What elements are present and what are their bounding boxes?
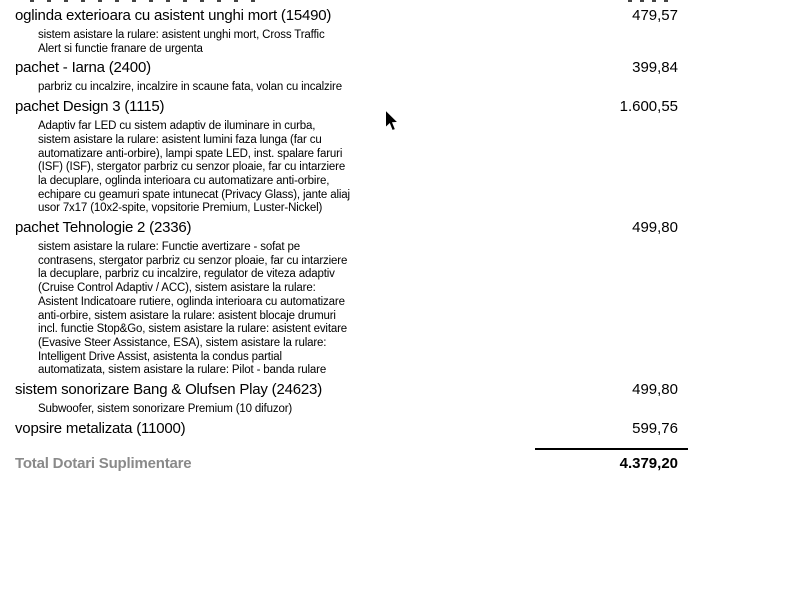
option-item-title: pachet Tehnologie 2 (2336) — [15, 219, 192, 237]
option-item-description-line: la decuplare, parbriz cu incalzire, regulator de viteza adaptiv — [38, 268, 335, 281]
option-item-description-line: Asistent Indicatoare rutiere, oglinda interioara cu automatizare — [38, 295, 345, 308]
option-item-row — [0, 381, 688, 398]
option-item — [0, 95, 688, 216]
clipped-row-top-price — [628, 0, 676, 2]
option-item-price: 1.600,55 — [619, 98, 678, 116]
option-item-description — [0, 241, 688, 378]
option-item-description-line: usor 7x17 (10x2-spite, vopsitorie Premium, Luster-Nickel) — [38, 202, 323, 215]
option-item-price: 499,80 — [632, 219, 678, 237]
option-item-description — [0, 403, 688, 417]
option-item-description-line: parbriz cu incalzire, incalzire in scaune fata, volan cu incalzire — [38, 81, 342, 94]
option-item-row — [0, 98, 688, 115]
option-item-price: 399,84 — [632, 59, 678, 77]
total-row — [0, 455, 688, 472]
option-item — [0, 417, 688, 437]
option-item-description-line: anti-orbire, sistem asistare la rulare: asistent blocaje drumuri — [38, 309, 336, 322]
option-item-description-line: sistem asistare la rulare: asistent unghi mort, Cross Traffic — [38, 29, 325, 41]
option-item-description-line: Subwoofer, sistem sonorizare Premium (10 difuzor) — [38, 403, 293, 416]
clipped-row-top-text — [30, 0, 256, 2]
option-item-price: 479,57 — [632, 7, 678, 24]
option-item-description-line: Alert si functie franare de urgenta — [38, 42, 203, 55]
option-item-title: pachet - Iarna (2400) — [15, 59, 151, 77]
total-value: 4.379,20 — [619, 454, 678, 472]
option-item-description-line: (ISF) (ISF), stergator parbriz cu senzor ploaie, far cu intarziere — [38, 161, 346, 174]
option-item — [0, 4, 688, 56]
option-item-description-line: (Evasive Steer Assistance, ESA), sistem asistare la rulare: — [38, 336, 327, 349]
option-item — [0, 56, 688, 95]
option-item-title: sistem sonorizare Bang & Olufsen Play (24623) — [15, 381, 322, 399]
option-item-description-line: Intelligent Drive Assist, asistenta la condus partial — [38, 350, 282, 363]
option-item-description — [0, 29, 688, 56]
option-item-row — [0, 219, 688, 236]
option-item-row — [0, 59, 688, 76]
option-item-description — [0, 81, 688, 95]
total-separator-line — [535, 448, 688, 450]
option-item-price: 599,76 — [632, 419, 678, 437]
option-item-row — [0, 7, 688, 24]
option-item-title: vopsire metalizata (11000) — [15, 419, 186, 437]
option-item-description-line: echipare cu geamuri spate intunecat (Privacy Glass), jante aliaj — [38, 188, 350, 201]
option-item — [0, 216, 688, 378]
option-item-description-line: sistem asistare la rulare: Functie avertizare - sofat pe — [38, 241, 300, 254]
option-item-description-line: incl. functie Stop&Go, sistem asistare la rulare: asistent evitare — [38, 323, 348, 336]
option-item-description-line: automatizata, sistem asistare la rulare: Pilot - banda rulare — [38, 364, 327, 377]
option-item-description-line: automatizare anti-orbire), lampi spate LED, inst. spalare faruri — [38, 147, 343, 160]
option-item-title: oglinda exterioara cu asistent unghi mort (15490) — [15, 7, 332, 24]
option-item-description-line: sistem asistare la rulare: asistent lumini faza lunga (far cu — [38, 133, 322, 146]
option-item-description-line: Adaptiv far LED cu sistem adaptiv de iluminare in curba, — [38, 120, 316, 133]
option-item-title: pachet Design 3 (1115) — [15, 98, 165, 116]
option-item-price: 499,80 — [632, 381, 678, 399]
option-item-row — [0, 420, 688, 437]
option-item-description-line: la decuplare, oglinda interioara cu automatizare anti-orbire, — [38, 174, 330, 187]
option-item-description-line: (Cruise Control Adaptiv / ACC), sistem asistare la rulare: — [38, 282, 316, 295]
total-label: Total Dotari Suplimentare — [15, 454, 192, 472]
option-item — [0, 378, 688, 417]
option-item-description-line: contrasens, stergator parbriz cu senzor ploaie, far cu intarziere — [38, 254, 348, 267]
option-item-description — [0, 120, 688, 216]
